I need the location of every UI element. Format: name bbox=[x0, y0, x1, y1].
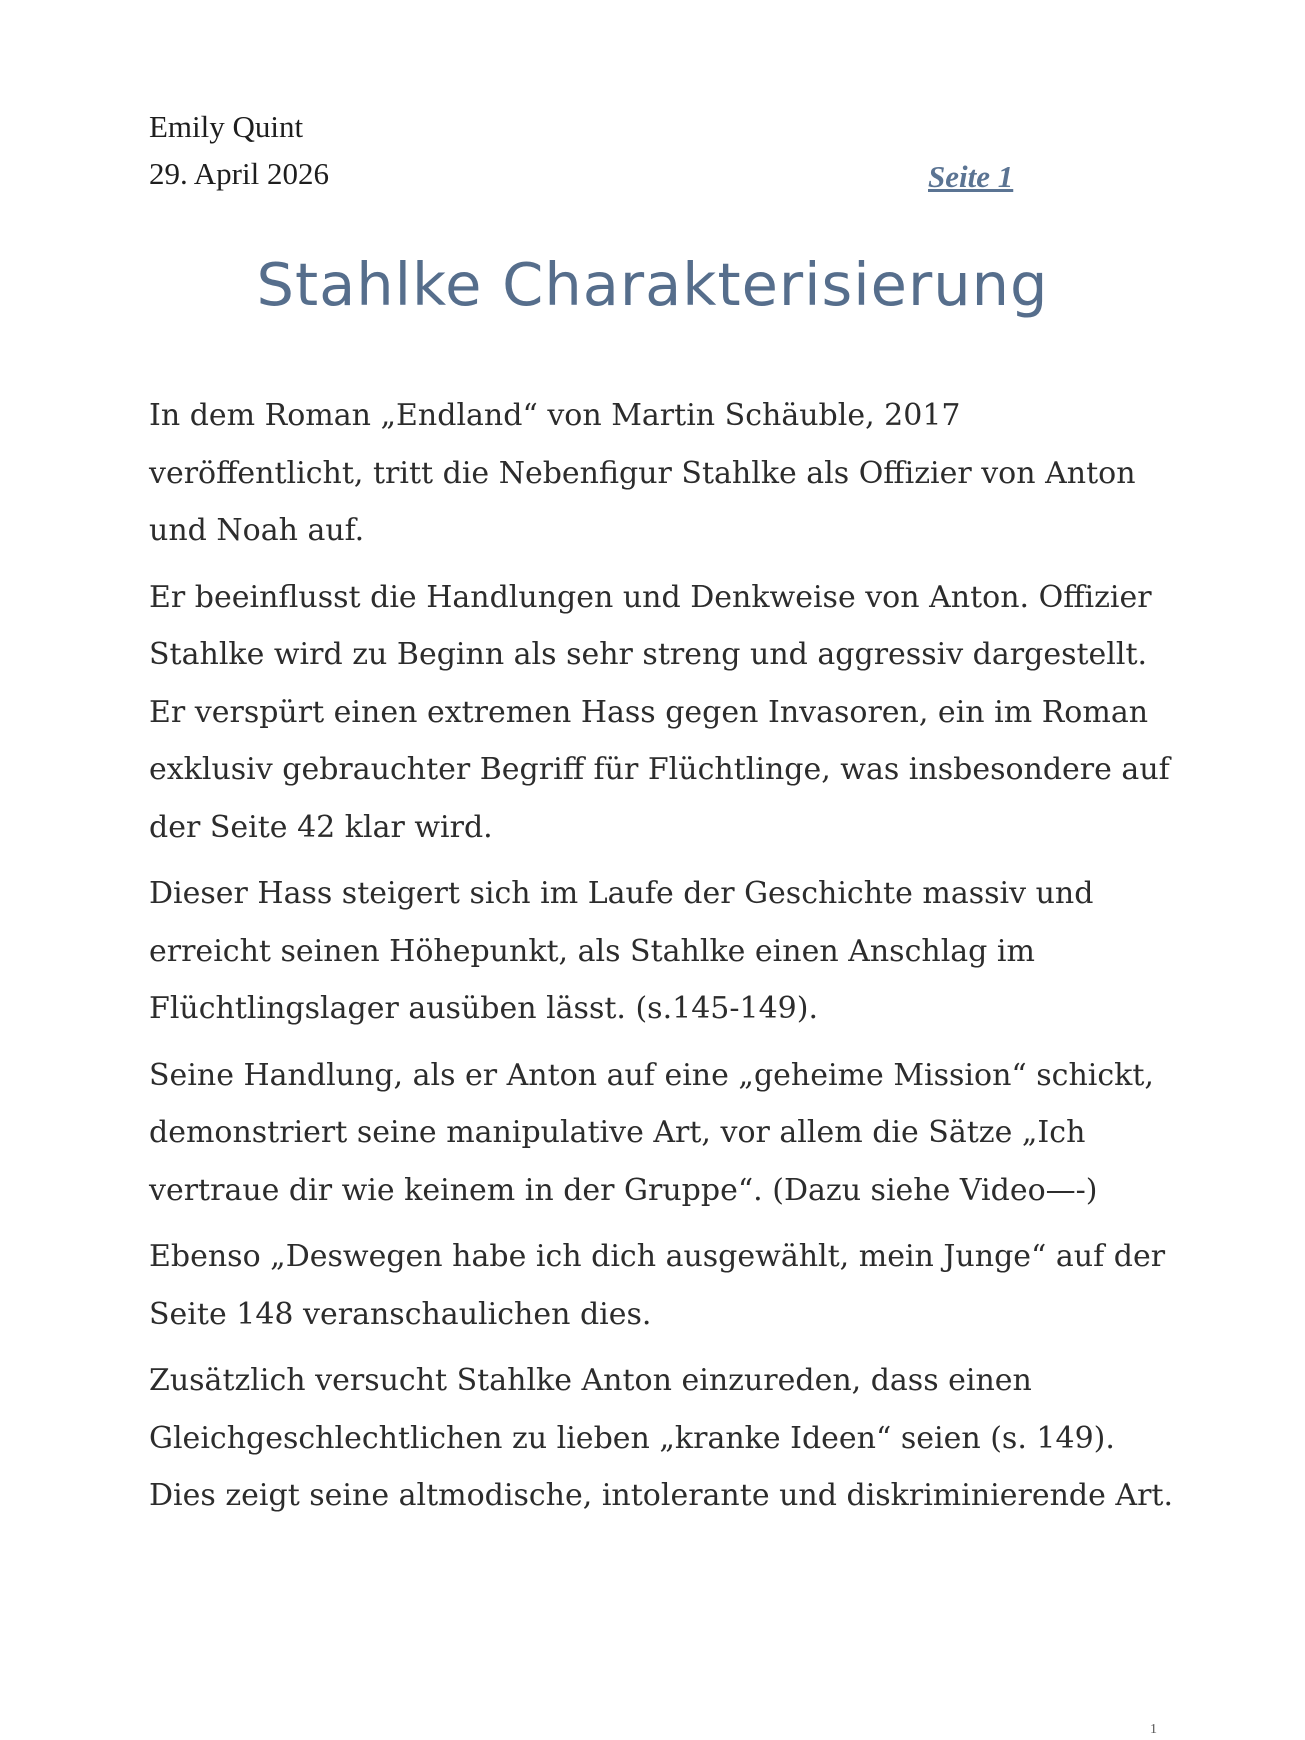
paragraph: Er beeinflusst die Handlungen und Denkweise von Anton. Offizier Stahlke wird zu Beginn als sehr streng und aggressiv dargestellt. Er verspürt einen extremen Hass gegen Invasoren, ein im Roman exklusiv gebrauchter Begriff für Flüchtlinge, was insbesondere auf der Seite 42 klar wird. bbox=[149, 579, 1170, 845]
page-corner-mark: 1 bbox=[1150, 1722, 1157, 1737]
document-title: Stahlke Charakterisierung bbox=[256, 250, 1049, 319]
paragraph: Zusätzlich versucht Stahlke Anton einzureden, dass einen Gleichgeschlechtlichen zu lieben „kranke Ideen“ seien (s. 149). Dies zeigt seine altmodische, intolerante und diskriminierende Art. bbox=[149, 1363, 1174, 1513]
paragraph: Ebenso „Deswegen habe ich dich ausgewählt, mein Junge“ auf der Seite 148 veranschaulichen dies. bbox=[149, 1239, 1166, 1332]
paragraph: Dieser Hass steigert sich im Laufe der Geschichte massiv und erreicht seinen Höhepunkt, als Stahlke einen Anschlag im Flüchtlingslager ausüben lässt. (s.145-149). bbox=[149, 876, 1094, 1026]
page-number-label: Seite 1 bbox=[928, 159, 1014, 194]
paragraph: Seine Handlung, als er Anton auf eine „geheime Mission“ schickt, demonstriert seine manipulative Art, vor allem die Sätze „Ich vertraue dir wie keinem in der Gruppe“. (Dazu siehe Video—-) bbox=[149, 1057, 1154, 1208]
author-name: Emily Quint bbox=[149, 109, 304, 144]
document-date: 29. April 2026 bbox=[149, 156, 329, 191]
paragraph: In dem Roman „Endland“ von Martin Schäuble, 2017 veröffentlicht, tritt die Nebenfigur Stahlke als Offizier von Anton und Noah auf. bbox=[149, 398, 1136, 548]
document-body bbox=[149, 387, 1179, 1534]
